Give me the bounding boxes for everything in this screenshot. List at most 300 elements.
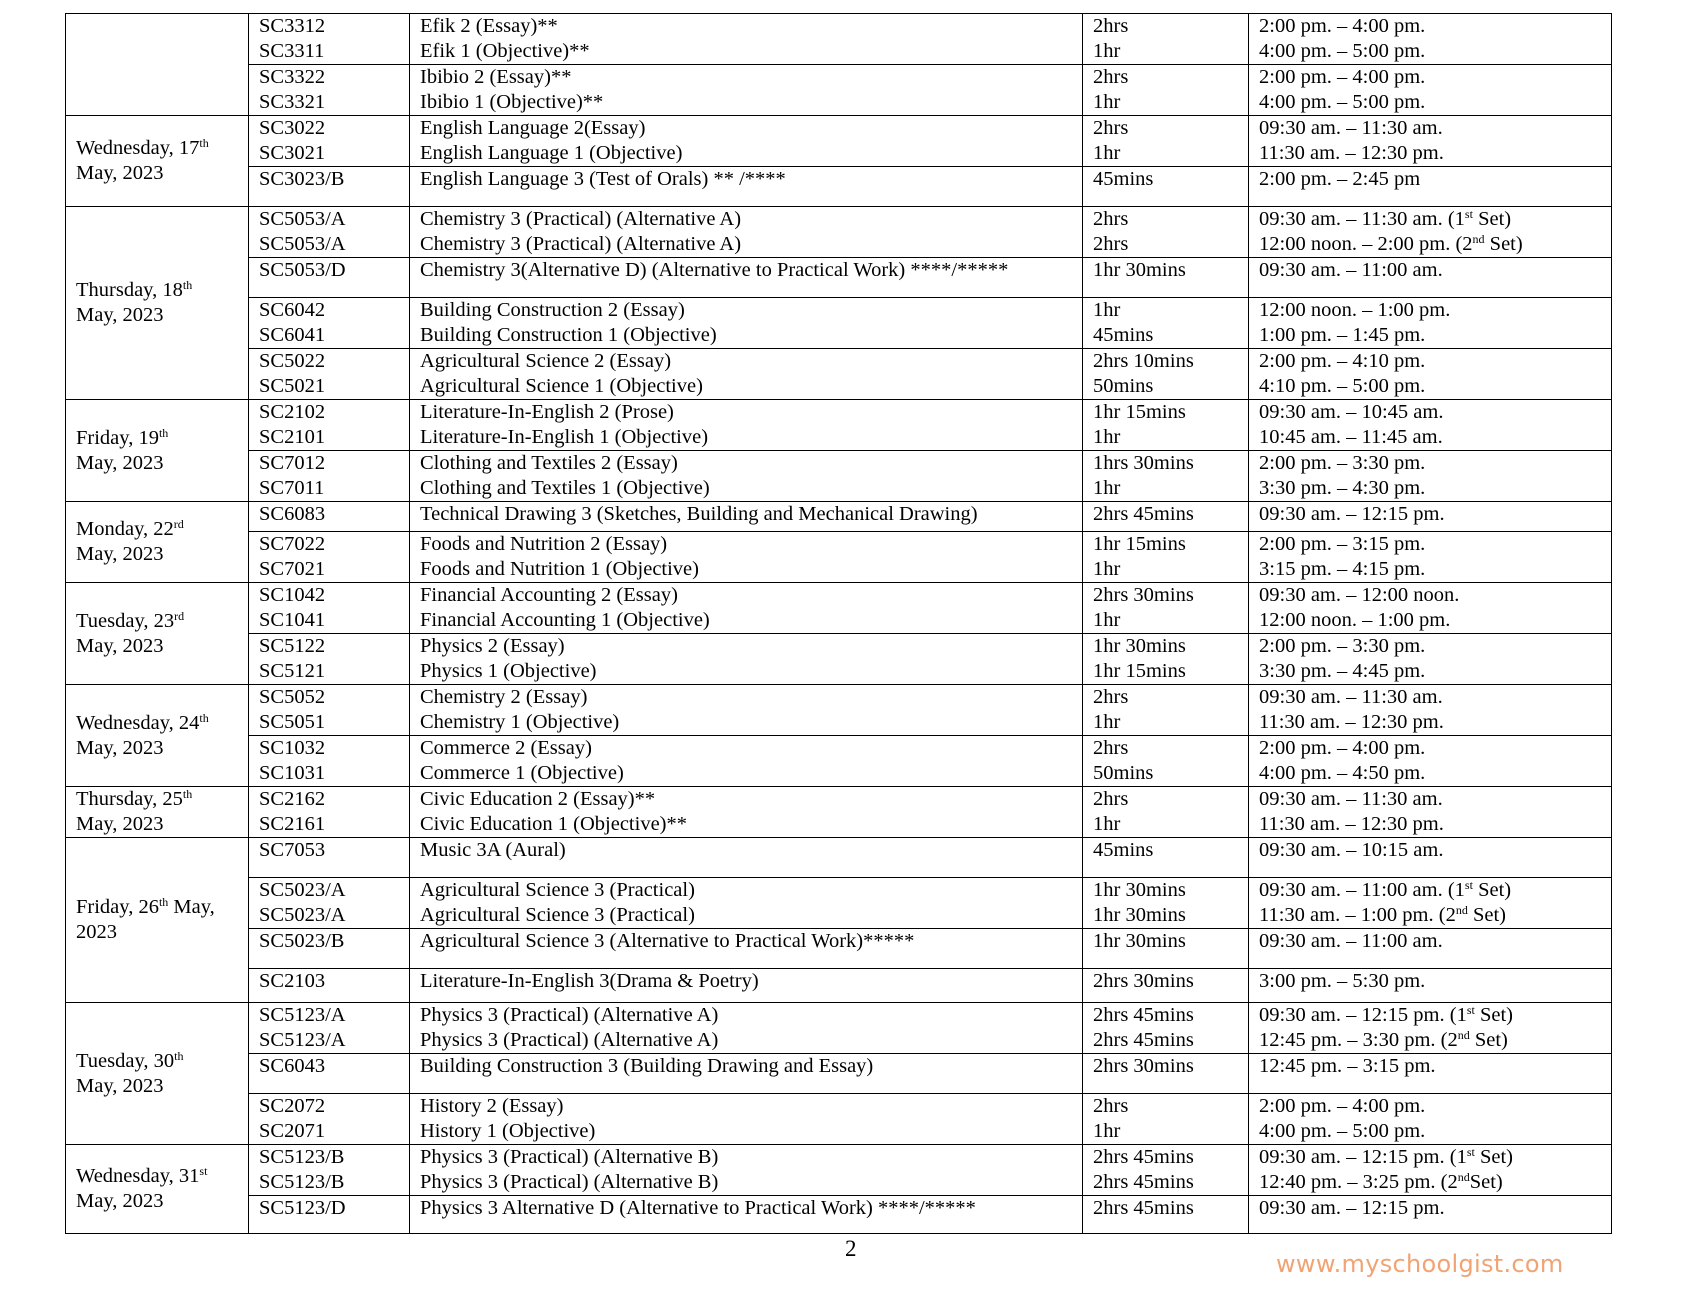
exam-time-ordinal: st [1464, 878, 1473, 892]
table-row [66, 502, 1612, 532]
time-cell [1249, 532, 1612, 583]
paper-code: SC2162 [259, 788, 326, 810]
paper-title-cell [410, 451, 1083, 502]
duration-cell [1083, 532, 1249, 583]
exam-time [1259, 207, 1601, 232]
exam-time-text: 2:00 pm. – 3:30 pm. [1259, 452, 1426, 474]
paper-code-cell [249, 1196, 410, 1234]
exam-date-day [76, 609, 238, 634]
table-row [66, 583, 1612, 634]
exam-time [1259, 258, 1601, 283]
exam-time [1259, 634, 1601, 659]
duration-cell [1083, 634, 1249, 685]
exam-date-month-text: May, 2023 [76, 634, 164, 657]
exam-time [1259, 685, 1601, 710]
duration: 2hrs [1093, 1095, 1129, 1117]
paper-code: SC5123/B [259, 1171, 345, 1193]
paper-title-cell [410, 207, 1083, 258]
paper-code: SC7053 [259, 839, 326, 861]
exam-time [1259, 1145, 1601, 1170]
exam-time [1259, 349, 1601, 374]
exam-date-month [76, 451, 238, 476]
time-cell [1249, 1145, 1612, 1196]
exam-date-cell [66, 1003, 249, 1145]
paper-code-cell [249, 502, 410, 532]
paper-title-cell [410, 634, 1083, 685]
exam-time-ordinal: st [1466, 1003, 1475, 1017]
duration: 2hrs [1093, 686, 1129, 708]
exam-date-day-text: Wednesday, 31 [76, 1165, 200, 1187]
exam-time [1259, 812, 1601, 837]
duration: 1hr [1093, 299, 1121, 321]
exam-date-month-text: May, 2023 [76, 162, 164, 184]
exam-time [1259, 761, 1601, 786]
duration: 45mins [1093, 839, 1154, 861]
duration: 2hrs [1093, 233, 1129, 255]
paper-title-cell [410, 167, 1083, 207]
table-row [66, 634, 1612, 685]
exam-time-text: 3:30 pm. – 4:45 pm. [1259, 660, 1426, 682]
exam-time [1259, 374, 1601, 399]
duration-cell [1083, 838, 1249, 878]
duration: 1hr 15mins [1093, 660, 1186, 682]
paper-code: SC6042 [259, 299, 326, 321]
duration-cell [1083, 14, 1249, 65]
paper-code: SC6043 [259, 1055, 326, 1077]
paper-code: SC7022 [259, 533, 326, 555]
paper-code: SC5023/B [259, 930, 345, 952]
paper-code-cell [249, 167, 410, 207]
exam-date-month-text: May, 2023 [76, 1190, 164, 1212]
paper-title-cell [410, 685, 1083, 736]
exam-time-text: 3:00 pm. – 5:30 pm. [1259, 970, 1426, 992]
paper-title-cell [410, 1145, 1083, 1196]
exam-time [1259, 232, 1601, 257]
exam-time [1259, 451, 1601, 476]
time-cell [1249, 1196, 1612, 1234]
paper-code: SC6083 [259, 503, 326, 525]
paper-code: SC2071 [259, 1120, 326, 1142]
exam-time [1259, 65, 1601, 90]
duration: 1hr 15mins [1093, 533, 1186, 555]
duration-cell [1083, 116, 1249, 167]
duration: 2hrs 10mins [1093, 350, 1194, 372]
paper-title-cell [410, 583, 1083, 634]
exam-date-cell [66, 838, 249, 1003]
exam-time [1259, 710, 1601, 735]
exam-date-day-text: Wednesday, 24 [76, 711, 200, 734]
paper-title-cell [410, 878, 1083, 929]
duration-cell [1083, 349, 1249, 400]
table-row [66, 1145, 1612, 1196]
duration-cell [1083, 685, 1249, 736]
paper-title: Physics 3 (Practical) (Alternative B) [420, 1171, 719, 1193]
exam-date-day [76, 40, 238, 65]
exam-date-ordinal: th [174, 1048, 184, 1063]
exam-date-day [76, 711, 238, 736]
time-cell [1249, 207, 1612, 258]
exam-time [1259, 1170, 1601, 1195]
exam-time [1259, 323, 1601, 348]
paper-title: Civic Education 1 (Objective)** [420, 813, 687, 835]
exam-date-cell [66, 583, 249, 685]
time-cell [1249, 1003, 1612, 1054]
duration: 1hr [1093, 426, 1121, 448]
paper-title-cell [410, 736, 1083, 787]
duration-cell [1083, 1145, 1249, 1196]
duration: 2hrs 30mins [1093, 970, 1194, 992]
paper-code-cell [249, 838, 410, 878]
time-cell [1249, 116, 1612, 167]
exam-time-suffix: Set) [1469, 1029, 1508, 1051]
duration: 2hrs [1093, 117, 1129, 139]
paper-title: Physics 2 (Essay) [420, 635, 565, 657]
duration-cell [1083, 451, 1249, 502]
exam-time [1259, 1196, 1601, 1221]
exam-date-day-text: Wednesday, 17 [76, 137, 200, 159]
exam-time-text: 2:00 pm. – 4:00 pm. [1259, 15, 1426, 37]
duration: 2hrs [1093, 208, 1129, 230]
exam-date-month-text: May, 2023 [76, 813, 164, 835]
table-row [66, 65, 1612, 116]
duration: 1hr [1093, 813, 1121, 835]
exam-date-month [76, 812, 238, 837]
exam-time-suffix: Set) [1467, 904, 1506, 926]
exam-time-text: 09:30 am. – 10:45 am. [1259, 401, 1444, 423]
paper-code-cell [249, 1145, 410, 1196]
exam-time-text: 09:30 am. – 11:30 am. (1 [1259, 208, 1465, 230]
exam-time-text: 2:00 pm. – 4:10 pm. [1259, 350, 1426, 372]
paper-title-cell [410, 400, 1083, 451]
exam-timetable [65, 13, 1612, 1234]
time-cell [1249, 787, 1612, 838]
paper-code: SC6041 [259, 324, 326, 346]
time-cell [1249, 736, 1612, 787]
paper-title: Literature-In-English 2 (Prose) [420, 401, 674, 423]
paper-title-cell [410, 502, 1083, 532]
exam-time-ordinal: st [1464, 207, 1473, 221]
exam-time-suffix: Set) [1474, 1004, 1514, 1026]
duration-cell [1083, 1196, 1249, 1234]
exam-date-day-suffix: May, [168, 896, 215, 918]
time-cell [1249, 258, 1612, 298]
paper-code-cell [249, 878, 410, 929]
paper-title: Clothing and Textiles 2 (Essay) [420, 452, 678, 474]
exam-time-text: 11:30 am. – 12:30 pm. [1259, 813, 1444, 835]
exam-time [1259, 838, 1601, 863]
paper-code-cell [249, 736, 410, 787]
paper-code: SC3311 [259, 40, 325, 62]
paper-code: SC7011 [259, 477, 325, 499]
paper-title: Physics 1 (Objective) [420, 660, 597, 682]
paper-code-cell [249, 116, 410, 167]
exam-time-text: 12:45 pm. – 3:15 pm. [1259, 1055, 1436, 1077]
paper-title: Physics 3 (Practical) (Alternative B) [420, 1146, 719, 1168]
exam-time [1259, 787, 1601, 812]
paper-code: SC5122 [259, 635, 326, 657]
exam-date-month-text: 2023 [76, 921, 117, 943]
time-cell [1249, 969, 1612, 1003]
exam-time [1259, 1119, 1601, 1144]
exam-date-day-text: Thursday, 25 [76, 788, 183, 810]
exam-time-text: 09:30 am. – 12:15 pm. (1 [1259, 1004, 1467, 1026]
paper-code: SC5051 [259, 711, 326, 733]
paper-title: Physics 3 (Practical) (Alternative A) [420, 1004, 719, 1026]
exam-date-ordinal: th [199, 710, 209, 725]
exam-time [1259, 425, 1601, 450]
exam-time [1259, 969, 1601, 994]
exam-time-text: 09:30 am. – 12:15 pm. [1259, 503, 1445, 525]
timetable-body [66, 14, 1612, 1234]
exam-time [1259, 298, 1601, 323]
duration: 2hrs 30mins [1093, 1055, 1194, 1077]
duration: 2hrs [1093, 737, 1129, 759]
paper-title: Efik 1 (Objective)** [420, 40, 590, 62]
exam-time-text: 11:30 am. – 1:00 pm. (2 [1259, 904, 1456, 926]
paper-code-cell [249, 634, 410, 685]
duration-cell [1083, 298, 1249, 349]
paper-code: SC2072 [259, 1095, 326, 1117]
paper-title: Efik 2 (Essay)** [420, 15, 558, 37]
table-row [66, 1003, 1612, 1054]
duration: 2hrs [1093, 66, 1129, 88]
paper-title: Agricultural Science 2 (Essay) [420, 350, 672, 372]
paper-title: Literature-In-English 1 (Objective) [420, 426, 709, 448]
exam-date-day [76, 278, 238, 303]
time-cell [1249, 451, 1612, 502]
exam-time-text: 2:00 pm. – 3:30 pm. [1259, 635, 1426, 657]
exam-time-text: 2:00 pm. – 2:45 pm [1259, 168, 1421, 190]
duration: 1hr 30mins [1093, 904, 1186, 926]
exam-time [1259, 1094, 1601, 1119]
exam-date-month-text: May, 2023 [76, 543, 164, 565]
duration: 1hr [1093, 609, 1121, 631]
paper-code: SC1042 [259, 584, 326, 606]
paper-title: Clothing and Textiles 1 (Objective) [420, 477, 710, 499]
exam-time-text: 1:00 pm. – 1:45 pm. [1259, 324, 1426, 346]
paper-title: Ibibio 1 (Objective)** [420, 91, 604, 113]
duration: 1hrs 30mins [1093, 452, 1194, 474]
paper-title: Financial Accounting 1 (Objective) [420, 609, 710, 631]
paper-code: SC2101 [259, 426, 326, 448]
exam-time-suffix: Set) [1484, 233, 1523, 255]
exam-time-text: 3:15 pm. – 4:15 pm. [1259, 558, 1426, 580]
exam-date-month-text: May, 2023 [76, 304, 164, 326]
exam-date-day-text: Monday, 22 [76, 518, 174, 540]
time-cell [1249, 400, 1612, 451]
duration: 2hrs [1093, 15, 1129, 37]
duration-cell [1083, 1003, 1249, 1054]
table-row [66, 116, 1612, 167]
paper-title: Foods and Nutrition 2 (Essay) [420, 533, 668, 555]
paper-code: SC5023/A [259, 904, 346, 926]
exam-time-text: 4:00 pm. – 4:50 pm. [1259, 762, 1426, 784]
table-row [66, 685, 1612, 736]
exam-date-ordinal: th [158, 895, 169, 909]
paper-title: Foods and Nutrition 1 (Objective) [420, 558, 699, 580]
paper-title: History 1 (Objective) [420, 1120, 596, 1142]
exam-time [1259, 736, 1601, 761]
table-row [66, 207, 1612, 258]
time-cell [1249, 1094, 1612, 1145]
paper-code: SC5123/D [259, 1197, 346, 1219]
duration-cell [1083, 1054, 1249, 1094]
time-cell [1249, 349, 1612, 400]
paper-title-cell [410, 1196, 1083, 1234]
table-row [66, 258, 1612, 298]
duration-cell [1083, 258, 1249, 298]
paper-code: SC5022 [259, 350, 326, 372]
table-row [66, 969, 1612, 1003]
exam-time-text: 09:30 am. – 11:30 am. [1259, 788, 1443, 810]
duration: 50mins [1093, 375, 1154, 397]
exam-date-month [76, 1189, 238, 1214]
paper-code: SC7012 [259, 452, 326, 474]
duration: 1hr 30mins [1093, 879, 1186, 901]
time-cell [1249, 878, 1612, 929]
exam-time-text: 10:45 am. – 11:45 am. [1259, 426, 1443, 448]
paper-title: English Language 3 (Test of Orals) ** /**** [420, 168, 786, 190]
paper-code-cell [249, 583, 410, 634]
paper-title-cell [410, 1003, 1083, 1054]
duration-cell [1083, 929, 1249, 969]
paper-title: Chemistry 3 (Practical) (Alternative A) [420, 233, 742, 255]
paper-code: SC7021 [259, 558, 326, 580]
duration: 2hrs 45mins [1093, 1171, 1194, 1193]
exam-time-text: 09:30 am. – 11:00 am. [1259, 930, 1443, 952]
paper-code: SC5121 [259, 660, 326, 682]
table-row [66, 787, 1612, 838]
exam-date-ordinal: th [158, 425, 169, 440]
exam-time-ordinal: st [1466, 1145, 1475, 1159]
exam-date-month [76, 634, 238, 659]
paper-code-cell [249, 532, 410, 583]
paper-code: SC1031 [259, 762, 326, 784]
paper-title: Chemistry 2 (Essay) [420, 686, 588, 708]
duration: 1hr 30mins [1093, 930, 1186, 952]
duration-cell [1083, 787, 1249, 838]
exam-date-day [76, 136, 238, 161]
exam-time [1259, 878, 1601, 903]
exam-time [1259, 502, 1601, 527]
time-cell [1249, 65, 1612, 116]
paper-code: SC5123/B [259, 1146, 345, 1168]
exam-time-text: 2:00 pm. – 4:00 pm. [1259, 66, 1426, 88]
paper-code-cell [249, 1054, 410, 1094]
duration: 1hr [1093, 477, 1121, 499]
exam-time-text: 09:30 am. – 11:00 am. (1 [1259, 879, 1465, 901]
paper-title-cell [410, 349, 1083, 400]
exam-date-day-text: Tuesday, 23 [76, 609, 175, 632]
exam-date-day-text: Tuesday, 30 [76, 1049, 175, 1072]
table-row [66, 349, 1612, 400]
time-cell [1249, 838, 1612, 878]
exam-time-text: 4:10 pm. – 5:00 pm. [1259, 375, 1426, 397]
exam-time-text: 2:00 pm. – 4:00 pm. [1259, 737, 1426, 759]
time-cell [1249, 583, 1612, 634]
exam-time-text: 09:30 am. – 11:00 am. [1259, 259, 1443, 281]
paper-code-cell [249, 258, 410, 298]
paper-code: SC2161 [259, 813, 326, 835]
exam-time-text: 12:00 noon. – 2:00 pm. (2 [1259, 233, 1473, 255]
exam-date-cell [66, 787, 249, 838]
watermark: www.myschoolgist.com [1276, 1250, 1564, 1278]
exam-time-text: 4:00 pm. – 5:00 pm. [1259, 91, 1426, 113]
paper-code-cell [249, 969, 410, 1003]
paper-title: Music 3A (Aural) [420, 839, 566, 861]
exam-date-cell [66, 14, 249, 116]
exam-date-ordinal: th [182, 278, 193, 292]
duration: 45mins [1093, 168, 1154, 190]
paper-code: SC2103 [259, 970, 326, 992]
exam-time-suffix: Set) [1469, 1171, 1503, 1193]
exam-date-day-text: Thursday, 18 [76, 279, 183, 301]
table-row [66, 1094, 1612, 1145]
exam-time [1259, 90, 1601, 115]
time-cell [1249, 929, 1612, 969]
paper-title: Physics 3 Alternative D (Alternative to Practical Work) ****/***** [420, 1197, 976, 1219]
exam-time-text: 09:30 am. – 12:15 pm. (1 [1259, 1146, 1467, 1168]
duration: 1hr [1093, 1120, 1121, 1142]
exam-date-month [76, 736, 238, 761]
duration-cell [1083, 65, 1249, 116]
duration: 1hr 15mins [1093, 401, 1186, 423]
exam-time [1259, 583, 1601, 608]
paper-code-cell [249, 65, 410, 116]
exam-time-text: 11:30 am. – 12:30 pm. [1259, 142, 1444, 164]
paper-code: SC1041 [259, 609, 326, 631]
duration-cell [1083, 207, 1249, 258]
paper-code: SC5123/A [259, 1004, 346, 1026]
exam-date-month [76, 161, 238, 186]
duration: 1hr 30mins [1093, 635, 1186, 657]
paper-title-cell [410, 929, 1083, 969]
duration: 2hrs 45mins [1093, 1004, 1194, 1026]
duration: 2hrs 45mins [1093, 1146, 1194, 1168]
exam-time-text: 4:00 pm. – 5:00 pm. [1259, 1120, 1426, 1142]
exam-time-ordinal: nd [1457, 1028, 1470, 1042]
exam-time-text: 09:30 am. – 10:15 am. [1259, 839, 1444, 861]
paper-title: Chemistry 3 (Practical) (Alternative A) [420, 208, 742, 230]
paper-title-cell [410, 258, 1083, 298]
exam-date-cell [66, 685, 249, 787]
exam-time-suffix: Set) [1474, 1146, 1514, 1168]
exam-time-text: 4:00 pm. – 5:00 pm. [1259, 40, 1426, 62]
exam-time [1259, 141, 1601, 166]
table-row [66, 167, 1612, 207]
exam-date-month-text: May, 2023 [76, 736, 164, 759]
duration: 1hr [1093, 711, 1121, 733]
paper-code-cell [249, 787, 410, 838]
exam-time-ordinal: nd [1455, 903, 1468, 917]
paper-title: Agricultural Science 1 (Objective) [420, 375, 703, 397]
paper-title: Agricultural Science 3 (Alternative to Practical Work)***** [420, 930, 915, 952]
table-row [66, 1054, 1612, 1094]
paper-code-cell [249, 451, 410, 502]
time-cell [1249, 298, 1612, 349]
exam-date-month [76, 542, 238, 567]
time-cell [1249, 685, 1612, 736]
exam-date-day [76, 1164, 238, 1189]
duration-cell [1083, 583, 1249, 634]
exam-time [1259, 557, 1601, 582]
duration-cell [1083, 502, 1249, 532]
exam-date-day [76, 787, 238, 812]
exam-date-ordinal: rd [173, 517, 184, 531]
paper-title: Chemistry 3(Alternative D) (Alternative to Practical Work) ****/***** [420, 259, 1009, 281]
time-cell [1249, 1054, 1612, 1094]
duration: 1hr [1093, 558, 1121, 580]
